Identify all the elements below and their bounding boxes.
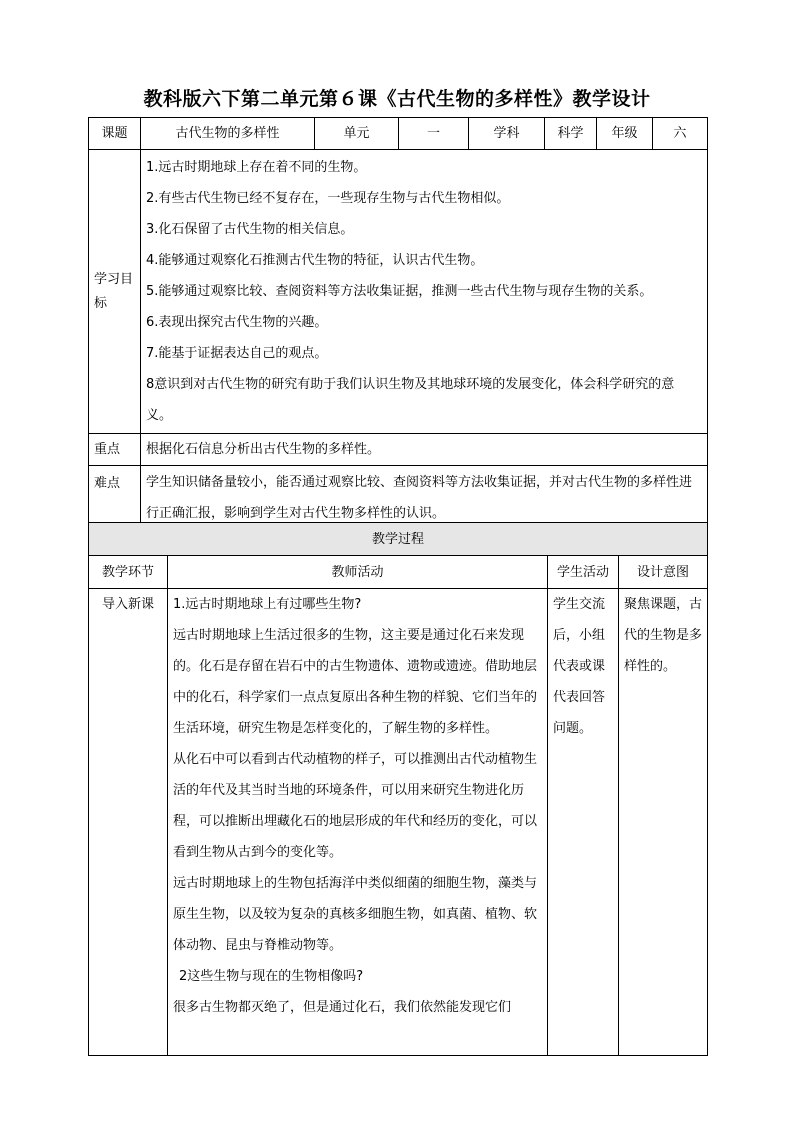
objective-item: 8意识到对古代生物的研究有助于我们认识生物及其地球环境的发展变化，体会科学研究的意义。 (146, 377, 675, 423)
label-grade: 年级 (597, 118, 653, 150)
teacher-paragraph: 很多古生物都灭绝了，但是通过化石，我们依然能发现它们 (173, 1000, 512, 1015)
objective-item: 2.有些古代生物已经不复存在，一些现存生物与古代生物相似。 (146, 191, 510, 206)
topic-value: 古代生物的多样性 (141, 118, 315, 150)
header-row (89, 118, 708, 150)
label-key-point: 重点 (89, 434, 141, 466)
stage-cell: 导入新课 (89, 589, 168, 1056)
teacher-paragraph: 从化石中可以看到古代动植物的样子，可以推测出古代动植物生活的年代及其当时当地的环境条件，可以用来研究生物进化历程，可以推断出埋藏化石的地层形成的年代和经历的变化，可以看到生物从古到今的变化等。 (173, 752, 538, 860)
objective-item: 1.远古时期地球上存在着不同的生物。 (146, 160, 367, 175)
objective-item: 6.表现出探究古代生物的兴趣。 (146, 315, 328, 330)
teacher-paragraph: 远古时期地球上生活过很多的生物，这主要是通过化石来发现的。化石是存留在岩石中的古生物遗体、遗物或遗迹。借助地层中的化石，科学家们一点点复原出各种生物的样貌、它们当年的生活环境，研究生物是怎样变化的，了解生物的多样性。 (173, 628, 538, 736)
teacher-activity-cell (168, 589, 548, 1056)
objectives-cell (141, 150, 708, 434)
lesson-info-table (88, 117, 708, 530)
teacher-paragraph: 2这些生物与现在的生物相像吗? (179, 969, 364, 984)
process-row-intro (89, 589, 708, 1056)
student-activity-cell: 学生交流后，小组代表或课代表回答问题。 (548, 589, 619, 1056)
label-objectives: 学习目标 (89, 150, 141, 434)
unit-value: 一 (399, 118, 469, 150)
process-band-title: 教学过程 (89, 523, 708, 556)
process-header-row (89, 556, 708, 589)
subject-value: 科学 (545, 118, 597, 150)
document-title: 教科版六下第二单元第６课《古代生物的多样性》教学设计 (143, 88, 651, 110)
label-subject: 学科 (469, 118, 545, 150)
label-difficulty: 难点 (89, 466, 141, 530)
process-band-row (89, 523, 708, 556)
grade-value: 六 (653, 118, 708, 150)
teacher-paragraph: 1.远古时期地球上有过哪些生物? (173, 597, 362, 612)
column-header: 教学环节 (89, 556, 168, 589)
column-header: 教师活动 (168, 556, 548, 589)
design-intent-cell: 聚焦课题，古代的生物是多样性的。 (619, 589, 708, 1056)
column-header: 学生活动 (548, 556, 619, 589)
difficulty-text: 学生知识储备量较小，能否通过观察比较、查阅资料等方法收集证据，并对古代生物的多样性进行正确汇报，影响到学生对古代生物多样性的认识。 (141, 466, 708, 530)
objective-item: 3.化石保留了古代生物的相关信息。 (146, 222, 354, 237)
key-point-text: 根据化石信息分析出古代生物的多样性。 (141, 434, 708, 466)
difficulty-row (89, 466, 708, 530)
objective-item: 5.能够通过观察比较、查阅资料等方法收集证据，推测一些古代生物与现存生物的关系。 (146, 284, 653, 299)
teaching-process-table (88, 522, 708, 1056)
objective-item: 7.能基于证据表达自己的观点。 (146, 346, 328, 361)
key-point-row (89, 434, 708, 466)
objectives-row (89, 150, 708, 434)
objective-item: 4.能够通过观察化石推测古代生物的特征，认识古代生物。 (146, 253, 484, 268)
label-topic: 课题 (89, 118, 141, 150)
label-unit: 单元 (315, 118, 399, 150)
teacher-paragraph: 远古时期地球上的生物包括海洋中类似细菌的细胞生物，藻类与原生生物，以及较为复杂的真核多细胞生物，如真菌、植物、软体动物、昆虫与脊椎动物等。 (173, 876, 538, 953)
column-header: 设计意图 (619, 556, 708, 589)
